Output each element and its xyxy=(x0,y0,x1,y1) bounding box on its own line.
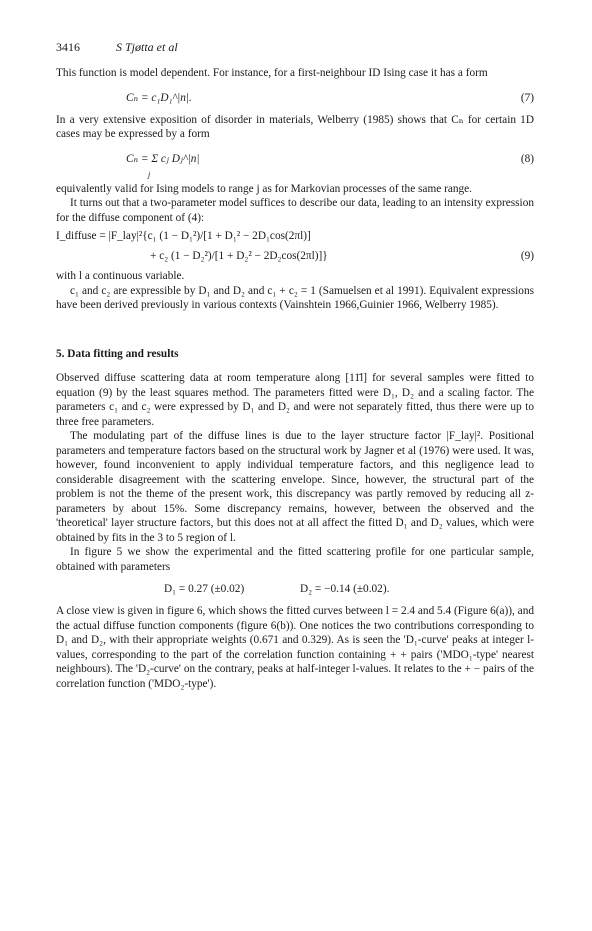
equation-line-2: + c₂ (1 − D₂²)/[1 + D₂² − 2D₂cos(2πl)]} xyxy=(150,250,328,262)
paragraph: A close view is given in figure 6, which shows the fitted curves between l = 2.4 and 5.4 (Figure 6(a)), and the actual diffuse function components (figure 6(b)). One notices the two contributions corresponding to D₁ and D₂, with their appropriate weights (0.671 and 0.329). As is seen the 'D₁-curve' peaks at integer l-values, corresponding to the part of the correlation function containing + + pairs ('MDO₁-type' nearest neighbours). The 'D₂-curve' on the contrary, peaks at half-integer l-values. It relates to the + − pairs of the correlation function ('MDO₂-type'). xyxy=(56,605,534,690)
body-text xyxy=(56,66,534,691)
page-header xyxy=(56,40,178,55)
equation-9 xyxy=(56,229,534,267)
paragraph: Observed diffuse scattering data at room temperature along [11̄l] for several samples were fitted to equation (9) by the least squares method. The parameters fitted were D₁, D₂ and a scaling factor. The parameters c₁ and c₂ were expressed by D₁ and D₂ and were not separately fitted, thus there were up to three free parameters. xyxy=(56,372,534,428)
paragraph: This function is model dependent. For instance, for a first-neighbour ID Ising case it has a form xyxy=(56,67,488,79)
equation-line-1: I_diffuse = |F_lay|²{c₁ (1 − D₁²)/[1 + D₁² − 2D₁cos(2πl)] xyxy=(56,230,311,242)
paragraph: It turns out that a two-parameter model suffices to describe our data, leading to an intensity expression for the diffuse component of (4): xyxy=(56,197,534,224)
parameter-d2: D₂ = −0.14 (±0.02). xyxy=(300,583,390,595)
fitted-parameters xyxy=(56,578,534,600)
running-head: S Tjøtta et al xyxy=(116,40,178,54)
equation-formula: Cₙ = c₁D₁^|n|. xyxy=(126,91,192,104)
page-number: 3416 xyxy=(56,40,80,54)
paragraph: In figure 5 we show the experimental and the fitted scattering profile for one particular sample, obtained with parameters xyxy=(56,546,534,573)
sum-index: j xyxy=(148,169,151,179)
equation-number: (9) xyxy=(520,250,534,262)
equation-formula xyxy=(126,152,200,179)
paragraph: c₁ and c₂ are expressible by D₁ and D₂ and c₁ + c₂ = 1 (Samuelsen et al 1991). Equivalent expressions have been derived previously in various contexts (Vainshtein 1966,Guinier 1966, Welberry 1985). xyxy=(56,284,534,311)
paragraph: The modulating part of the diffuse lines is due to the layer structure factor |F_lay|². Positional parameters and temperature factors based on the structural work by Jagner et al (1976) were used. It was, however, found inconvenient to apply individual temperature factors, and this negligence lead to considerable disagreement with the scattering envelope. Since, however, the structural part of the problem is not the theme of the present work, this discrepancy was partly removed by reducing all z-parameters by about 15%. Some discrepancy remains, however, between the observed and the 'theoretical' layer structure factors, but this does not at all affect the fitted D₁ and D₂ values, which were obtained by fits in the 3 to 5 region of l. xyxy=(56,430,534,544)
paragraph: In a very extensive exposition of disorder in materials, Welberry (1985) shows that Cₙ for certain 1D cases may be expressed by a form xyxy=(56,113,534,140)
paragraph: equivalently valid for Ising models to range j as for Markovian processes of the same range. xyxy=(56,182,472,195)
section-heading: 5. Data fitting and results xyxy=(56,347,179,360)
equation-number: (7) xyxy=(520,91,534,104)
paragraph: with l a continuous variable. xyxy=(56,270,185,282)
equation-7 xyxy=(56,87,534,109)
equation-number: (8) xyxy=(520,152,534,165)
parameter-d1: D₁ = 0.27 (±0.02) xyxy=(164,583,245,595)
equation-formula-text: Cₙ = Σ cⱼ Dⱼ^|n| xyxy=(126,152,200,165)
equation-8 xyxy=(56,148,534,178)
